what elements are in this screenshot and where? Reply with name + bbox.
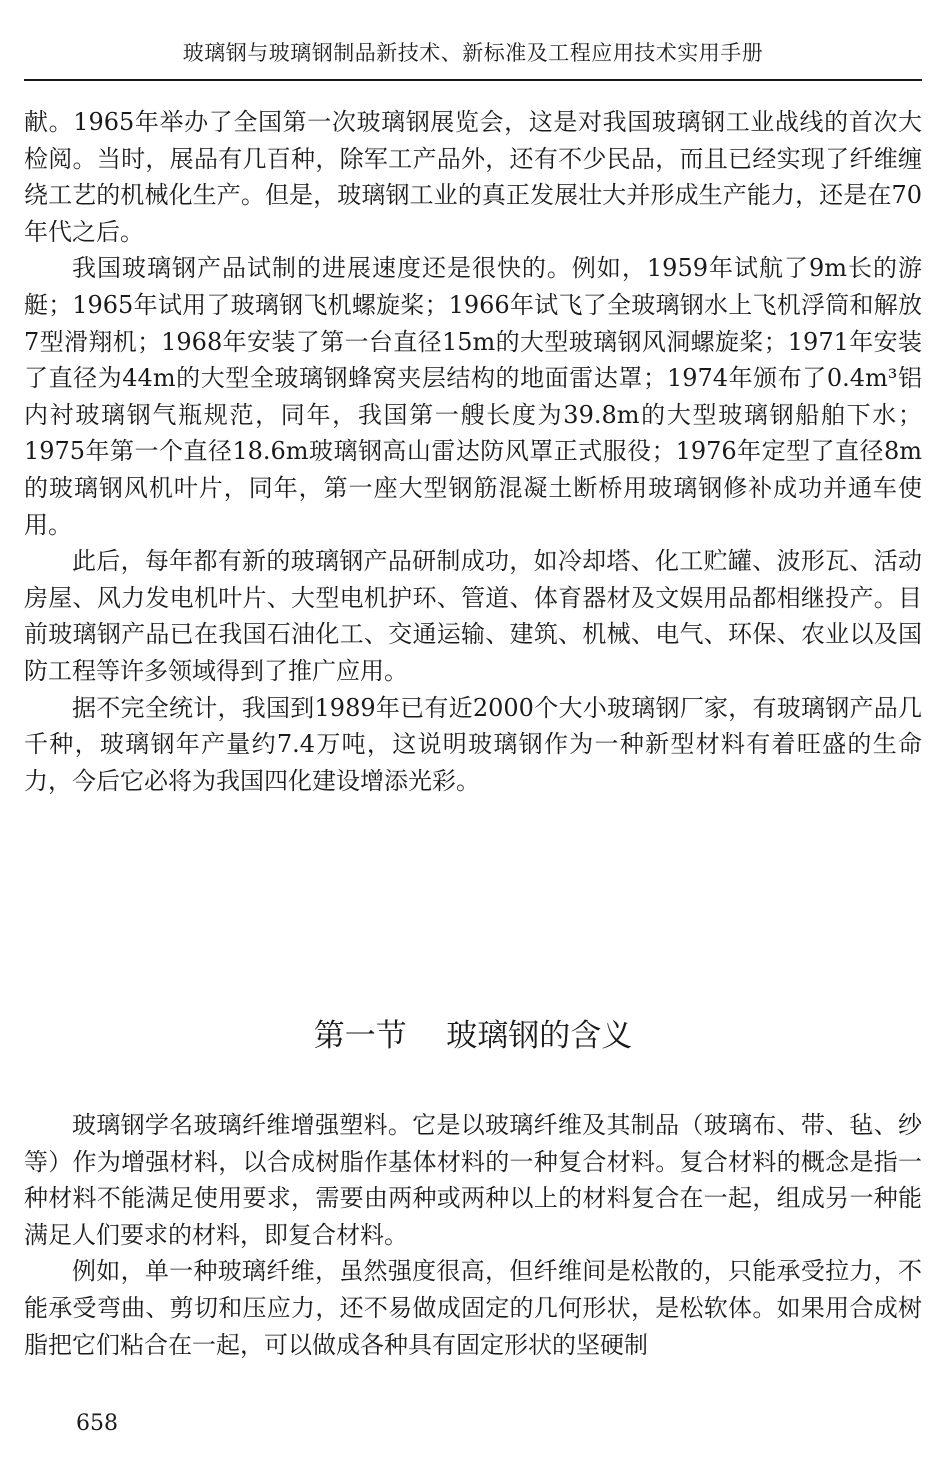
page-number: 658 bbox=[76, 1411, 118, 1436]
paragraph: 我国玻璃钢产品试制的进展速度还是很快的。例如，1959年试航了9m长的游艇；1965年试用了玻璃钢飞机螺旋桨；1966年试飞了全玻璃钢水上飞机浮筒和解放7型滑翔机；1968年安装了第一台直径15m的大型玻璃钢风洞螺旋桨；1971年安装了直径为44m的大型全玻璃钢蜂窝夹层结构的地面雷达罩；1974年颁布了0.4m³铝内衬玻璃钢气瓶规范，同年，我国第一艘长度为39.8m的大型玻璃钢船舶下水；1975年第一个直径18.6m玻璃钢高山雷达防风罩正式服役；1976年定型了直径8m的玻璃钢风机叶片，同年，第一座大型钢筋混凝土断桥用玻璃钢修补成功并通车使用。 bbox=[24, 254, 922, 539]
paragraph: 据不完全统计，我国到1989年已有近2000个大小玻璃钢厂家，有玻璃钢产品几千种，玻璃钢年产量约7.4万吨，这说明玻璃钢作为一种新型材料有着旺盛的生命力，今后它必将为我国四化建设增添光彩。 bbox=[24, 693, 922, 795]
paragraph-continued: 献。1965年举办了全国第一次玻璃钢展览会，这是对我国玻璃钢工业战线的首次大检阅。当时，展品有几百种，除军工产品外，还有不少民品，而且已经实现了纤维缠绕工艺的机械化生产。但是，玻璃钢工业的真正发展壮大并形成生产能力，还是在70年代之后。 bbox=[24, 108, 922, 246]
running-header: 玻璃钢与玻璃钢制品新技术、新标准及工程应用技术实用手册 bbox=[182, 41, 764, 65]
section-text bbox=[24, 1107, 922, 1363]
section-title: 第一节 玻璃钢的含义 bbox=[313, 1018, 633, 1054]
paragraph: 玻璃钢学名玻璃纤维增强塑料。它是以玻璃纤维及其制品（玻璃布、带、毡、纱等）作为增强材料，以合成树脂作基体材料的一种复合材料。复合材料的概念是指一种材料不能满足使用要求，需要由两种或两种以上的材料复合在一起，组成另一种能满足人们要求的材料，即复合材料。 bbox=[24, 1111, 922, 1249]
paragraph: 此后，每年都有新的玻璃钢产品研制成功，如冷却塔、化工贮罐、波形瓦、活动房屋、风力发电机叶片、大型电机护环、管道、体育器材及文娱用品都相继投产。目前玻璃钢产品已在我国石油化工、交通运输、建筑、机械、电气、环保、农业以及国防工程等许多领域得到了推广应用。 bbox=[24, 547, 922, 685]
header-rule bbox=[24, 79, 922, 81]
paragraph: 例如，单一种玻璃纤维，虽然强度很高，但纤维间是松散的，只能承受拉力，不能承受弯曲、剪切和压应力，还不易做成固定的几何形状，是松软体。如果用合成树脂把它们粘合在一起，可以做成各种具有固定形状的坚硬制 bbox=[24, 1257, 922, 1359]
body-text bbox=[24, 104, 922, 799]
